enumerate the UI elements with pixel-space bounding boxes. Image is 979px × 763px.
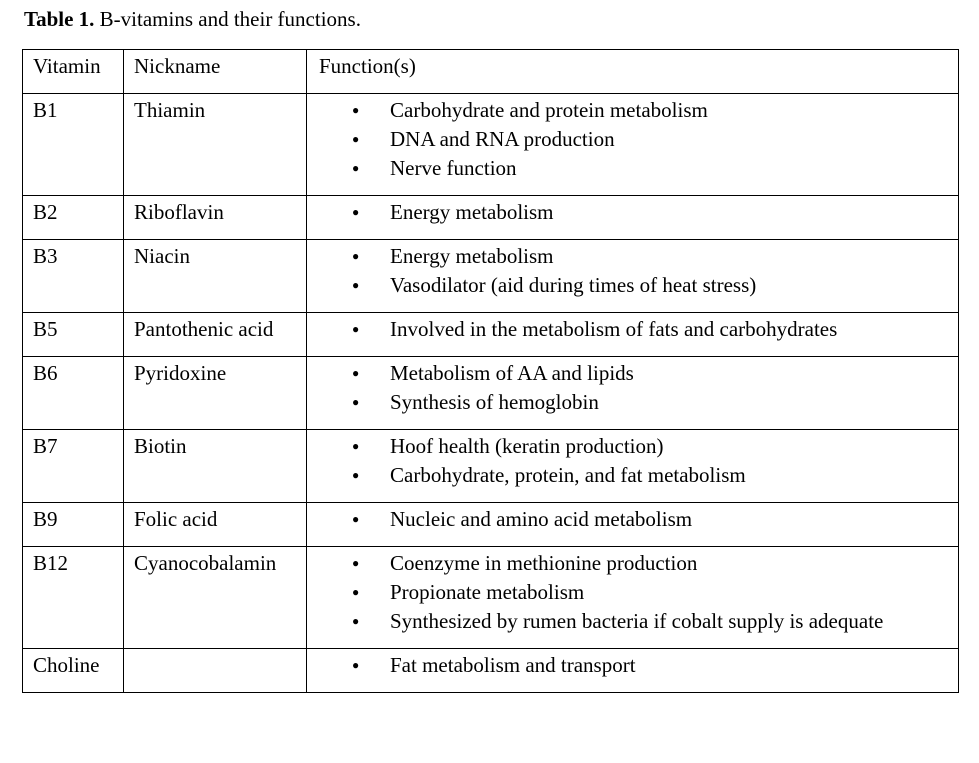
function-item: ● Metabolism of AA and lipids — [317, 359, 948, 388]
nickname-cell: Thiamin — [124, 94, 307, 196]
caption-text: B-vitamins and their functions. — [94, 7, 361, 31]
functions-cell — [307, 240, 959, 313]
function-item: ● Synthesis of hemoglobin — [317, 388, 948, 417]
nickname-cell — [124, 649, 307, 693]
functions-list — [317, 242, 948, 300]
table-row — [23, 357, 959, 430]
vitamin-cell: B5 — [23, 313, 124, 357]
functions-cell — [307, 196, 959, 240]
table-header-row — [23, 50, 959, 94]
vitamin-cell: B6 — [23, 357, 124, 430]
function-item: ● Energy metabolism — [317, 198, 948, 227]
functions-list — [317, 315, 948, 344]
table-row — [23, 196, 959, 240]
functions-list — [317, 432, 948, 490]
function-item: ● Coenzyme in methionine production — [317, 549, 948, 578]
nickname-cell: Pyridoxine — [124, 357, 307, 430]
table-row — [23, 503, 959, 547]
function-item: ● Propionate metabolism — [317, 578, 948, 607]
function-item: ● Synthesized by rumen bacteria if cobalt supply is adequate — [317, 607, 948, 636]
function-item: ● Fat metabolism and transport — [317, 651, 948, 680]
functions-cell — [307, 547, 959, 649]
function-item: ● Nerve function — [317, 154, 948, 183]
table-row — [23, 313, 959, 357]
functions-list — [317, 359, 948, 417]
table-body — [23, 94, 959, 693]
header-nickname: Nickname — [124, 50, 307, 94]
function-item: ● Nucleic and amino acid metabolism — [317, 505, 948, 534]
function-item: ● Involved in the metabolism of fats and carbohydrates — [317, 315, 948, 344]
functions-list — [317, 96, 948, 183]
functions-cell — [307, 430, 959, 503]
table-caption — [24, 6, 361, 32]
functions-cell — [307, 94, 959, 196]
vitamin-cell: B1 — [23, 94, 124, 196]
function-item: ● Carbohydrate and protein metabolism — [317, 96, 948, 125]
function-item: ● Hoof health (keratin production) — [317, 432, 948, 461]
nickname-cell: Folic acid — [124, 503, 307, 547]
vitamin-cell: B3 — [23, 240, 124, 313]
vitamins-table — [22, 49, 959, 693]
vitamin-cell: B2 — [23, 196, 124, 240]
functions-cell — [307, 357, 959, 430]
nickname-cell: Cyanocobalamin — [124, 547, 307, 649]
function-item: ● DNA and RNA production — [317, 125, 948, 154]
vitamin-cell: B7 — [23, 430, 124, 503]
functions-cell — [307, 503, 959, 547]
table-row — [23, 430, 959, 503]
table-row — [23, 547, 959, 649]
functions-list — [317, 198, 948, 227]
header-functions: Function(s) — [307, 50, 959, 94]
nickname-cell: Riboflavin — [124, 196, 307, 240]
function-item: ● Vasodilator (aid during times of heat stress) — [317, 271, 948, 300]
caption-label: Table 1. — [24, 7, 95, 31]
nickname-cell: Niacin — [124, 240, 307, 313]
vitamin-cell: B12 — [23, 547, 124, 649]
functions-cell — [307, 649, 959, 693]
functions-list — [317, 505, 948, 534]
vitamin-cell: Choline — [23, 649, 124, 693]
functions-list — [317, 549, 948, 636]
table-row — [23, 240, 959, 313]
function-item: ● Carbohydrate, protein, and fat metabolism — [317, 461, 948, 490]
functions-cell — [307, 313, 959, 357]
vitamin-cell: B9 — [23, 503, 124, 547]
nickname-cell: Pantothenic acid — [124, 313, 307, 357]
table-row — [23, 649, 959, 693]
nickname-cell: Biotin — [124, 430, 307, 503]
header-vitamin: Vitamin — [23, 50, 124, 94]
table-row — [23, 94, 959, 196]
function-item: ● Energy metabolism — [317, 242, 948, 271]
functions-list — [317, 651, 948, 680]
